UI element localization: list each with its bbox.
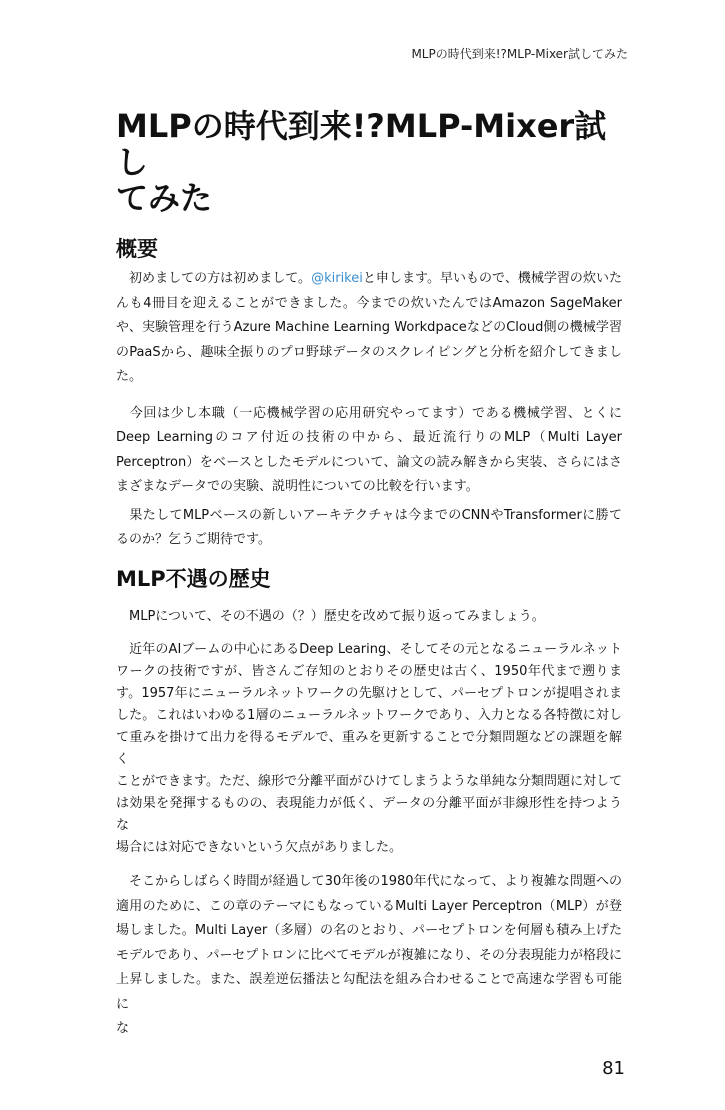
- section-heading-overview: 概要: [116, 237, 158, 261]
- text-line: 場合には対応できないという欠点がありました。: [116, 840, 403, 855]
- text-line: た。: [116, 369, 143, 384]
- title-line: MLPの時代到来!?MLP-Mixer試し: [116, 107, 607, 181]
- text-line: ことができます。ただ、線形で分離平面がひけてしまうような単純な分類問題に対して: [116, 774, 622, 789]
- text-line: [116, 267, 622, 292]
- running-header: MLPの時代到来!?MLP-Mixer試してみた: [411, 47, 628, 61]
- text-line: そこからしばらく時間が経過して30年後の1980年代になって、より複雑な問題への: [116, 874, 622, 889]
- text-line: 上昇しました。また、誤差逆伝播法と勾配法を組み合わせることで高速な学習も可能に: [116, 972, 622, 1012]
- section-heading-history: MLP不遇の歴史: [116, 566, 271, 591]
- text-line: まざまなデータでの実験、説明性についての比較を行います。: [116, 479, 479, 494]
- text-line: 今回は少し本職（一応機械学習の応用研究やってます）である機械学習、とくに: [116, 405, 622, 421]
- text-line: な: [116, 1021, 130, 1036]
- text: と申します。早いもので、機械学習の炊いた: [362, 271, 622, 286]
- text-line: 果たしてMLPベースの新しいアーキテクチャは今までのCNNやTransformerに勝て: [116, 507, 622, 523]
- text-line: 場しました。Multi Layer（多層）の名のとおり、パーセプトロンを何層も積み上げた: [116, 923, 622, 938]
- paragraph-perceptron: [116, 639, 622, 859]
- chapter-title: [116, 108, 625, 216]
- paragraph-intro: [116, 267, 622, 390]
- text-line: した。これはいわゆる1層のニューラルネットワークであり、入力となる各特徴に対し: [116, 708, 622, 723]
- text-line: モデルであり、パーセプトロンに比べてモデルが複雑になり、その分表現能力が格段に: [116, 947, 622, 963]
- text-line: Deep Learningのコア付近の技術の中から、最近流行りのMLP（Multi Layer: [116, 430, 622, 445]
- paragraph-expectation: [116, 504, 622, 553]
- text-line: ワークの技術ですが、皆さんご存知のとおりその歴史は古く、1950年代まで遡りま: [116, 664, 622, 679]
- text-line: て重みを掛けて出力を得るモデルで、重みを更新することで分類問題などの課題を解く: [116, 730, 622, 767]
- text-line: 適用のために、この章のテーマにもなっているMulti Layer Perceptron（MLP）が登: [116, 898, 622, 914]
- paragraph-mlp: [116, 870, 622, 1042]
- text-line: は効果を発揮するものの、表現能力が低く、データの分離平面が非線形性を持つような: [116, 796, 622, 833]
- text: 初めましての方は初めまして。: [116, 271, 312, 286]
- text-line: のPaaSから、趣味全振りのプロ野球データのスクレイピングと分析を紹介してきまし: [116, 344, 622, 360]
- text-line: るのか？乞うご期待です。: [116, 532, 271, 547]
- text-line: す。1957年にニューラルネットワークの先駆けとして、パーセプトロンが提唱されま: [116, 686, 622, 701]
- text-line: Perceptron）をベースとしたモデルについて、論文の読み解きから実装、さらにはさ: [116, 454, 622, 470]
- text-line: MLPについて、その不遇の（？）歴史を改めて振り返ってみましょう。: [116, 608, 545, 624]
- paragraph-history-intro: [116, 605, 622, 630]
- author-link[interactable]: @kirikei: [311, 271, 363, 286]
- text-line: 近年のAIブームの中心にあるDeep Learing、そしてその元となるニューラルネット: [116, 642, 622, 657]
- paragraph-purpose: [116, 402, 622, 500]
- title-line: てみた: [116, 179, 213, 217]
- text-line: や、実験管理を行うAzure Machine Learning WorkdpaceなどのCloud側の機械学習: [116, 320, 622, 335]
- text-line: んも4冊目を迎えることができました。今までの炊いたんではAmazon SageMaker: [116, 295, 622, 311]
- page-number: 81: [602, 1057, 625, 1079]
